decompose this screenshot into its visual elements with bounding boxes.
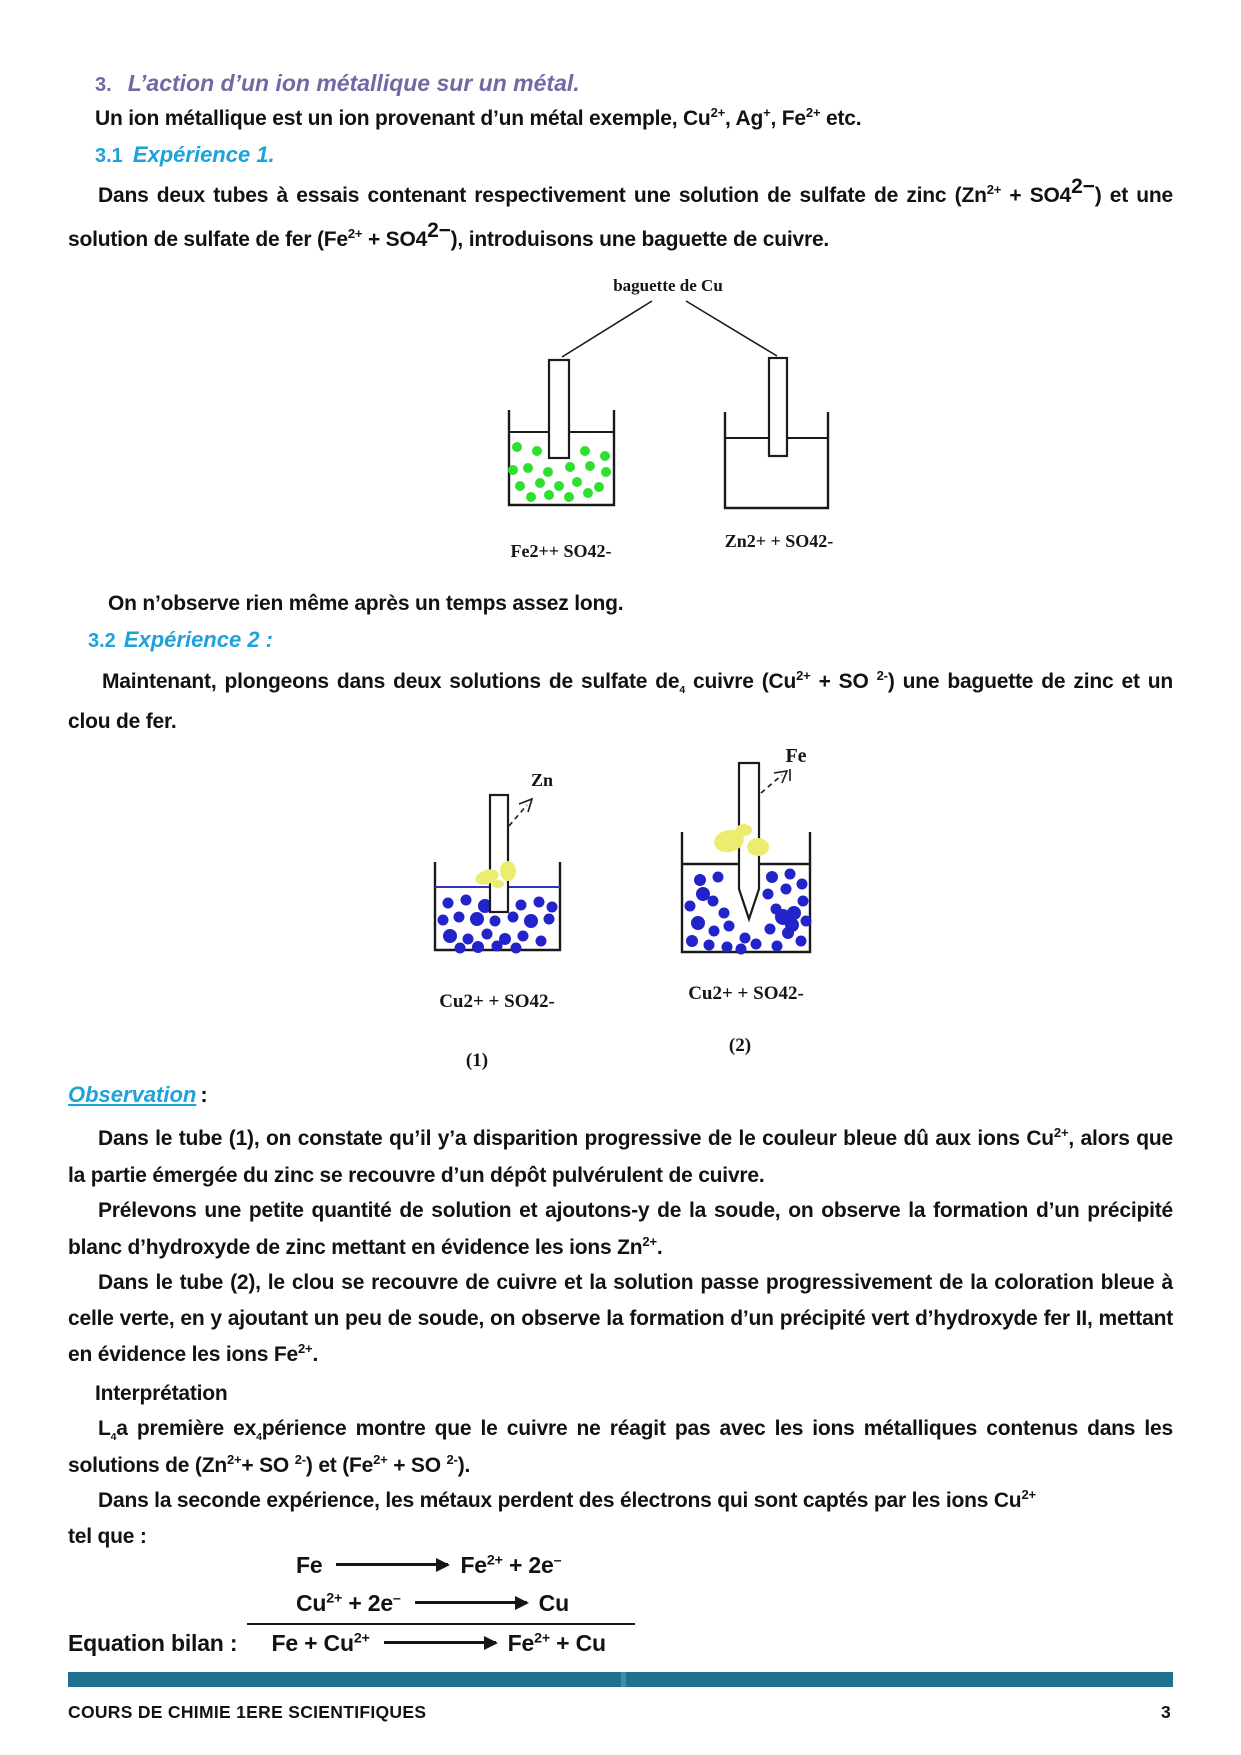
figure2-zinc-rod <box>490 795 508 912</box>
paragraph-no-observation: On n’observe rien même après un temps assez long. <box>108 592 624 615</box>
figure2-label-right: Cu2+ + SO42- <box>688 983 804 1004</box>
equation-bilan-label: Equation bilan : <box>68 1630 238 1656</box>
paragraph-observation-2: Prélevons une petite quantité de solution et ajoutons-y de la soude, on observe la formation d’un précipité blanc d’hydroxyde de zinc mettant en évidence les ions $Zn^{2+}$. <box>68 1199 1173 1259</box>
equation-fe-oxidation: Fe $Fe^{2+} + 2e^-$ <box>296 1552 562 1578</box>
figure1-label-right: Zn2+ + SO42- <box>724 531 834 551</box>
footer-divider-bar <box>68 1672 1173 1687</box>
section-3-title: L’action d’un ion métallique sur un métal. <box>127 70 580 96</box>
section-3-1-number: 3.1 <box>95 145 123 167</box>
figure1-caption: baguette de Cu <box>613 276 723 295</box>
figure1-copper-rod-right <box>769 358 787 456</box>
section-3-2-number: 3.2 <box>88 630 116 652</box>
equation-cu-reduction: $Cu^{2+} + 2e^-$ Cu <box>296 1590 569 1616</box>
section-3-number: 3. <box>95 74 112 96</box>
section-3-1-heading <box>95 142 275 168</box>
paragraph-tel-que: tel que : <box>68 1525 147 1548</box>
paragraph-experience2: Maintenant, plongeons dans deux solutions de sulfate $de_4$ cuivre ($Cu^{2+}$ + SO $^{2-}$) une baguette de zinc et un clou de fer. <box>68 668 1174 733</box>
figure1-leader-line-right <box>686 301 777 356</box>
observation-colon: : <box>200 1082 208 1107</box>
interpretation-heading: Interprétation <box>95 1382 228 1405</box>
paragraph-experience1: Dans deux tubes à essais contenant respectivement une solution de sulfate de zinc $(Zn^{2+} + SO4^{2-})$ et une solution de sulfate de fer $(Fe^{2+} + SO4^{2-})$, introduisons une baguette de cuivre. <box>68 175 1173 251</box>
footer-bar-notch <box>621 1672 626 1687</box>
paragraph-observation-3: Dans le tube (2), le clou se recouvre de cuivre et la solution passe progressivement de la coloration bleue à celle verte, en y ajoutant un peu de soude, on observe la formation d’un précipité vert d’hydroxyde fer II, mettant en évidence les ions $Fe^{2+}$. <box>68 1271 1173 1366</box>
experiment2-figure <box>410 735 830 1070</box>
figure2-zn-arrowhead <box>519 799 532 812</box>
figure2-fe-arrow <box>761 775 782 793</box>
section-3-2-title: Expérience 2 : <box>123 627 273 652</box>
figure2-label-left: Cu2+ + SO42- <box>439 991 555 1012</box>
section-3-2-heading <box>88 627 273 653</box>
footer-course-title: COURS DE CHIMIE 1ERE SCIENTIFIQUES <box>68 1702 427 1722</box>
figure2-zn-arrow <box>509 805 527 826</box>
figure1-copper-rod-left <box>549 360 569 458</box>
equation-bilan-formula: $Fe + Cu^{2+}$ $Fe^{2+} + Cu$ <box>271 1630 606 1656</box>
paragraph-intro: Un ion métallique est un ion provenant d’un métal exemple, $Cu^{2+}$, Ag+, $Fe^{2+}$ etc. <box>95 105 862 130</box>
paragraph-observation-1: Dans le tube (1), on constate qu’il y’a disparition progressive de le couleur bleue dû aux ions $Cu^{2+}$, alors que la partie émergée du zinc se recouvre d’un dépôt pulvérulent de cuivre. <box>68 1125 1173 1187</box>
equation-sum-line <box>247 1623 635 1625</box>
figure1-label-left: Fe2++ SO42- <box>510 541 612 561</box>
section-3-heading <box>95 70 580 97</box>
observation-label: Observation <box>68 1082 197 1107</box>
paragraph-seconde-experience: Dans la seconde expérience, les métaux perdent des électrons qui sont captés par les ions $Cu^{2+}$ <box>98 1487 1036 1512</box>
observation-heading <box>68 1082 208 1108</box>
equation-bilan-row <box>68 1630 606 1657</box>
footer-page-number: 3 <box>1160 1702 1171 1722</box>
paragraph-interpretation: $L_4a$ première $ex_4périence$ montre que le cuivre ne réagit pas avec les ions métalliques contenus dans les solutions de ($Zn^{2+}+$ SO $^{2-}$) et ($Fe^{2+}$ + SO $^{2-}$). <box>68 1417 1173 1477</box>
figure2-zn-label: Zn <box>530 770 554 790</box>
figure2-number-left: (1) <box>465 1050 489 1070</box>
figure1-leader-line-left <box>562 301 652 357</box>
figure2-fe-label: Fe <box>785 745 807 767</box>
section-3-1-title: Expérience 1. <box>132 142 275 167</box>
figure2-number-right: (2) <box>728 1035 752 1056</box>
experiment1-figure <box>380 250 900 580</box>
